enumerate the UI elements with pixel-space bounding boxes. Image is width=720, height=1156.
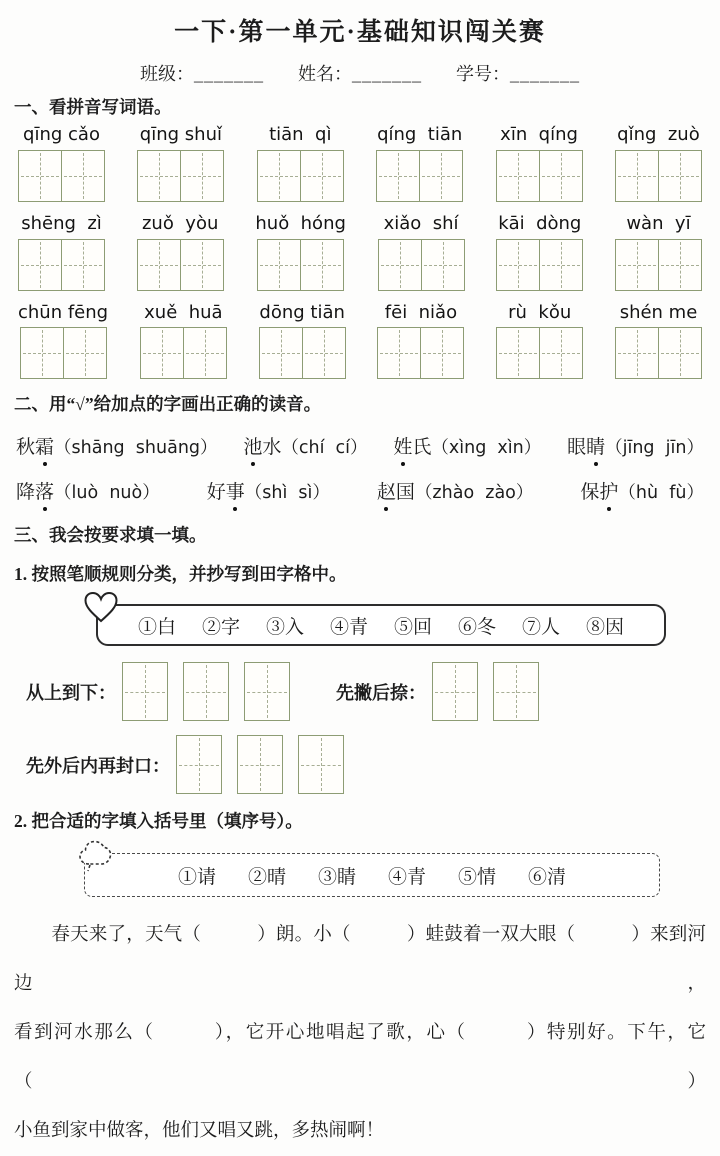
pinyin-label: tiān qì — [269, 124, 332, 145]
pinyin-label: xuě huā — [144, 301, 223, 323]
pinyin-label: xiǎo shí — [383, 212, 459, 234]
tianzige-cell[interactable] — [300, 151, 343, 201]
pinyin-label: huǒ hóng — [255, 212, 346, 234]
pronunciation-item — [580, 477, 704, 504]
pinyin-word-item — [377, 303, 464, 380]
tianzige-box[interactable] — [183, 662, 229, 721]
pinyin-word-item — [496, 303, 583, 380]
pinyin-options[interactable]: （shì sì） — [244, 483, 330, 504]
stroke-rule-answer-area — [14, 662, 706, 794]
pinyin-word-item — [255, 214, 346, 291]
pinyin-word-item — [378, 214, 465, 291]
pinyin-word-item — [259, 303, 346, 380]
fill-in-paragraph — [14, 911, 706, 1156]
word-characters — [567, 437, 605, 458]
bank-item: ④青 — [329, 616, 368, 638]
stroke-rule-label: 从上到下： — [26, 682, 116, 703]
student-id-label: 学号： — [456, 64, 510, 84]
pinyin-options[interactable]: （jīng jīn） — [605, 438, 704, 459]
tianzige-cell[interactable] — [616, 240, 658, 290]
pronunciation-item — [16, 477, 160, 504]
fill-in-paragraph-line: 春天来了，天气（ ）朗。小（ ）蛙鼓着一双大眼（ ）来到河边， — [14, 925, 706, 995]
tianzige-box[interactable] — [615, 327, 702, 379]
tianzige-box[interactable] — [496, 327, 583, 379]
pinyin-label: xīn qíng — [500, 124, 578, 145]
pinyin-options[interactable]: （hù fù） — [618, 483, 704, 504]
stroke-rule-row — [26, 662, 706, 721]
char: 水 — [262, 437, 282, 459]
tianzige-box[interactable] — [176, 735, 222, 794]
dotted-char: 霜 — [35, 432, 54, 459]
pinyin-label: shēng zì — [21, 212, 102, 234]
name-blank[interactable]: _______ — [352, 64, 422, 84]
pinyin-word-item — [615, 125, 702, 202]
pinyin-label: qǐng zuò — [617, 124, 700, 145]
bank-item: ⑤情 — [458, 866, 497, 888]
tianzige-box[interactable] — [140, 327, 227, 379]
pinyin-word-item — [137, 214, 224, 291]
tianzige-cell[interactable] — [420, 328, 463, 378]
tianzige-cell[interactable] — [19, 151, 61, 201]
pronunciation-item — [393, 432, 541, 459]
pinyin-label: wàn yī — [626, 212, 691, 234]
student-id-blank[interactable]: _______ — [510, 64, 580, 84]
tianzige-cell[interactable] — [258, 240, 300, 290]
char: 保 — [580, 482, 600, 504]
tianzige-box[interactable] — [137, 239, 224, 291]
bank-item: ⑦人 — [522, 616, 561, 638]
fill-in-paragraph-line: 小鱼到家中做客，他们又唱又跳，多热闹啊！ — [14, 1121, 385, 1142]
bank-item: ⑧因 — [586, 616, 625, 638]
word-characters — [393, 437, 431, 458]
pronunciation-item — [567, 432, 704, 459]
word-characters — [377, 482, 415, 503]
pronunciation-item — [16, 432, 218, 459]
pronunciation-row — [16, 477, 704, 504]
tianzige-box[interactable] — [244, 662, 290, 721]
tianzige-cell[interactable] — [258, 151, 300, 201]
bank-item: ②晴 — [247, 866, 286, 888]
stroke-rule-row — [26, 735, 706, 794]
pinyin-word-item — [257, 125, 344, 202]
bank-item: ①白 — [137, 616, 176, 638]
tianzige-box[interactable] — [615, 150, 702, 202]
pinyin-label: fēi niǎo — [384, 301, 458, 323]
tianzige-cell[interactable] — [302, 328, 345, 378]
class-field — [140, 60, 264, 86]
section3-heading: 三、我会按要求填一填。 — [14, 525, 207, 546]
tianzige-cell[interactable] — [138, 240, 180, 290]
pronunciation-row — [16, 432, 704, 459]
tianzige-cell[interactable] — [245, 663, 289, 720]
tianzige-box[interactable] — [259, 327, 346, 379]
pronunciation-item — [377, 477, 533, 504]
dotted-char: 赵 — [377, 477, 396, 504]
pinyin-word-item — [496, 214, 583, 291]
bank-item: ⑥冬 — [458, 616, 497, 638]
character-bank-stroke-order — [96, 604, 666, 646]
pronunciation-item — [243, 432, 367, 459]
tianzige-box[interactable] — [122, 662, 168, 721]
stroke-rule-label: 先撇后捺： — [336, 682, 426, 703]
word-characters — [207, 482, 245, 503]
character-bank-fill-in — [84, 853, 660, 897]
student-info — [14, 60, 706, 86]
tianzige-box[interactable] — [496, 150, 583, 202]
pinyin-writing-area — [14, 125, 706, 379]
pinyin-word-item — [18, 125, 105, 202]
question2-heading: 2. 把合适的字填入括号里（填序号）。 — [14, 811, 303, 832]
tianzige-cell[interactable] — [658, 151, 701, 201]
tianzige-cell[interactable] — [379, 240, 421, 290]
answer-boxes — [432, 662, 539, 721]
section1-heading: 一、看拼音写词语。 — [14, 97, 172, 117]
tianzige-cell[interactable] — [377, 151, 419, 201]
pinyin-label: shén me — [619, 301, 698, 323]
pinyin-label: qīng shuǐ — [139, 124, 222, 145]
page-title: 一下·第一单元·基础知识闯关赛 — [174, 19, 546, 46]
pinyin-label: rù kǒu — [508, 301, 572, 323]
dotted-char: 事 — [226, 477, 245, 504]
tianzige-box[interactable] — [257, 150, 344, 202]
tianzige-cell[interactable] — [63, 328, 106, 378]
word-characters — [16, 482, 54, 503]
pinyin-word-item — [137, 125, 224, 202]
bank-item: ⑤回 — [394, 616, 433, 638]
tianzige-cell[interactable] — [123, 663, 167, 720]
pinyin-options[interactable]: （xìng xìn） — [431, 438, 542, 459]
bank-item: ③睛 — [317, 866, 356, 888]
name-label: 姓名： — [298, 64, 352, 84]
heart-icon — [83, 591, 119, 624]
tianzige-box[interactable] — [18, 239, 105, 291]
dotted-char: 池 — [243, 432, 262, 459]
tianzige-cell[interactable] — [21, 328, 63, 378]
bank-item: ⑥清 — [528, 866, 567, 888]
tianzige-cell[interactable] — [61, 240, 104, 290]
pinyin-options[interactable]: （chí cí） — [281, 438, 368, 459]
char: 秋 — [16, 437, 36, 459]
bank-item: ②字 — [201, 616, 240, 638]
pinyin-row — [18, 303, 702, 380]
fill-in-paragraph-line: 看到河水那么（ ），它开心地唱起了歌，心（ ）特别好。下午，它（ ） — [14, 1023, 706, 1093]
tianzige-box[interactable] — [257, 239, 344, 291]
tianzige-box[interactable] — [496, 239, 583, 291]
tianzige-cell[interactable] — [61, 151, 104, 201]
tianzige-cell[interactable] — [539, 328, 582, 378]
answer-boxes — [176, 735, 344, 794]
tianzige-cell[interactable] — [616, 151, 658, 201]
pinyin-label: chūn fēng — [18, 301, 109, 323]
tianzige-box[interactable] — [615, 239, 702, 291]
pinyin-label: kāi dòng — [498, 212, 582, 234]
tianzige-cell[interactable] — [19, 240, 61, 290]
dotted-char: 姓 — [393, 432, 412, 459]
bank-item: ④青 — [388, 866, 427, 888]
tianzige-cell[interactable] — [419, 151, 462, 201]
pronunciation-item — [207, 477, 330, 504]
tianzige-cell[interactable] — [539, 151, 582, 201]
char: 国 — [395, 482, 415, 504]
tianzige-box[interactable] — [237, 735, 283, 794]
pinyin-row — [18, 214, 702, 291]
word-characters — [243, 437, 281, 458]
pinyin-label: qíng tiān — [377, 124, 463, 145]
tianzige-cell[interactable] — [299, 736, 343, 793]
class-label: 班级： — [140, 64, 194, 84]
pinyin-word-item — [615, 214, 702, 291]
pinyin-label: qīng cǎo — [23, 124, 100, 145]
pinyin-word-item — [140, 303, 227, 380]
pinyin-word-item — [615, 303, 702, 380]
tianzige-box[interactable] — [493, 662, 539, 721]
bank-item: ①请 — [177, 866, 216, 888]
char: 降 — [16, 482, 36, 504]
tianzige-cell[interactable] — [539, 240, 582, 290]
pinyin-label: zuǒ yòu — [141, 212, 219, 234]
pinyin-word-item — [18, 214, 105, 291]
pinyin-label: dōng tiān — [259, 301, 345, 323]
tianzige-box[interactable] — [298, 735, 344, 794]
dotted-char: 落 — [35, 477, 54, 504]
pinyin-options[interactable]: （shāng shuāng） — [54, 438, 218, 459]
pinyin-row — [18, 125, 702, 202]
char: 氏 — [412, 437, 432, 459]
stroke-rule-label: 先外后内再封口： — [26, 755, 170, 776]
tianzige-cell[interactable] — [433, 663, 477, 720]
pronunciation-choice-area — [14, 432, 706, 504]
cloud-icon — [76, 837, 118, 877]
tianzige-cell[interactable] — [260, 328, 302, 378]
question1-heading: 1. 按照笔顺规则分类，并抄写到田字格中。 — [14, 564, 347, 585]
tianzige-cell[interactable] — [497, 240, 539, 290]
tianzige-cell[interactable] — [494, 663, 538, 720]
char: 好 — [206, 482, 226, 504]
char: 眼 — [567, 437, 587, 459]
section2-heading: 二、用“√”给加点的字画出正确的读音。 — [14, 394, 322, 415]
word-characters — [580, 482, 618, 503]
pinyin-options[interactable]: （luò nuò） — [54, 483, 160, 504]
class-blank[interactable]: _______ — [194, 64, 264, 84]
tianzige-cell[interactable] — [184, 663, 228, 720]
tianzige-cell[interactable] — [616, 328, 658, 378]
tianzige-cell[interactable] — [180, 240, 223, 290]
tianzige-cell[interactable] — [238, 736, 282, 793]
tianzige-cell[interactable] — [421, 240, 464, 290]
answer-boxes — [122, 662, 290, 721]
pinyin-options[interactable]: （zhào zào） — [414, 483, 534, 504]
word-characters — [16, 437, 54, 458]
tianzige-cell[interactable] — [658, 328, 701, 378]
tianzige-cell[interactable] — [300, 240, 343, 290]
name-field — [298, 60, 422, 86]
student-id-field — [456, 60, 580, 86]
tianzige-cell[interactable] — [180, 151, 223, 201]
tianzige-cell[interactable] — [138, 151, 180, 201]
tianzige-cell[interactable] — [177, 736, 221, 793]
dotted-char: 睛 — [586, 432, 605, 459]
pinyin-word-item — [496, 125, 583, 202]
tianzige-box[interactable] — [20, 327, 107, 379]
pinyin-word-item — [376, 125, 463, 202]
tianzige-cell[interactable] — [497, 328, 539, 378]
tianzige-cell[interactable] — [378, 328, 420, 378]
tianzige-box[interactable] — [377, 327, 464, 379]
tianzige-box[interactable] — [18, 150, 105, 202]
tianzige-box[interactable] — [137, 150, 224, 202]
pinyin-word-item — [18, 303, 108, 380]
tianzige-cell[interactable] — [141, 328, 183, 378]
tianzige-cell[interactable] — [658, 240, 701, 290]
bank-item: ③入 — [265, 616, 304, 638]
dotted-char: 护 — [599, 477, 618, 504]
tianzige-cell[interactable] — [497, 151, 539, 201]
tianzige-box[interactable] — [432, 662, 478, 721]
tianzige-box[interactable] — [378, 239, 465, 291]
tianzige-cell[interactable] — [183, 328, 226, 378]
tianzige-box[interactable] — [376, 150, 463, 202]
